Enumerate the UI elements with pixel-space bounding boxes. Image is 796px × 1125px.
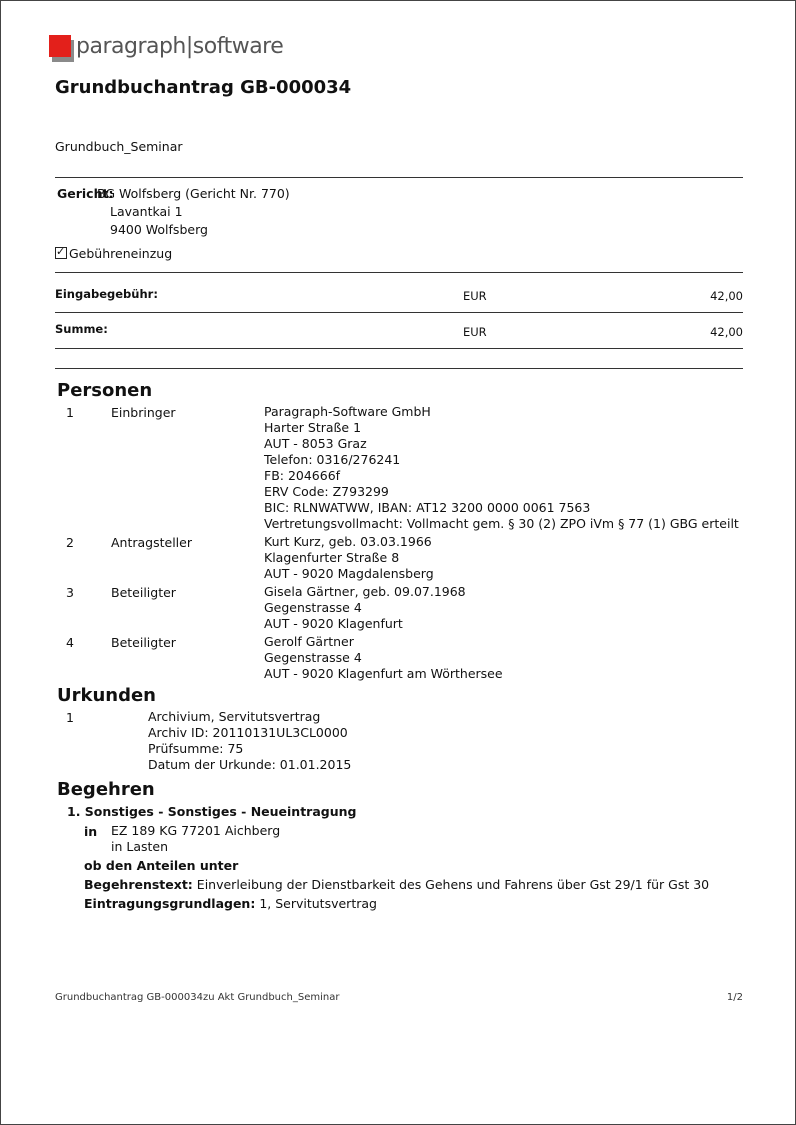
begehren-anteile: ob den Anteilen unter: [84, 858, 239, 873]
divider: [55, 348, 743, 349]
person-line: Gisela Gärtner, geb. 09.07.1968: [264, 584, 466, 599]
logo-text: paragraph|software: [76, 34, 284, 59]
person-line: Telefon: 0316/276241: [264, 452, 401, 467]
gericht-address: [97, 186, 290, 238]
person-line: Kurt Kurz, geb. 03.03.1966: [264, 534, 432, 549]
begehren-text-label: Begehrenstext:: [84, 877, 193, 892]
section-heading-urkunden: Urkunden: [57, 685, 156, 706]
person-role: Beteiligter: [111, 585, 176, 600]
urkunde-line: Datum der Urkunde: 01.01.2015: [148, 757, 352, 772]
person-nr: 4: [66, 635, 74, 650]
person-line: Harter Straße 1: [264, 420, 362, 435]
begehren-item-title: 1. Sonstiges - Sonstiges - Neueintragung: [67, 804, 357, 819]
person-line: Gegenstrasse 4: [264, 600, 362, 615]
person-nr: 1: [66, 405, 74, 420]
gebuehreneinzug-checkbox[interactable]: [55, 247, 67, 259]
person-line: Gerolf Gärtner: [264, 634, 354, 649]
person-details: [264, 534, 434, 582]
person-line: Paragraph-Software GmbH: [264, 404, 431, 419]
divider: [55, 368, 743, 369]
footer-left: Grundbuchantrag GB-000034zu Akt Grundbuch_Seminar: [55, 992, 340, 1003]
section-heading-begehren: Begehren: [57, 779, 155, 800]
begehren-text-value: Einverleibung der Dienstbarkeit des Gehens und Fahrens über Gst 29/1 für Gst 30: [196, 877, 710, 892]
fee-label: Eingabegebühr:: [55, 287, 158, 301]
gericht-line: Lavantkai 1: [110, 204, 183, 219]
person-line: FB: 204666f: [264, 468, 341, 483]
urkunde-nr: 1: [66, 710, 74, 725]
person-role: Beteiligter: [111, 635, 176, 650]
person-nr: 2: [66, 535, 74, 550]
sum-label: Summe:: [55, 322, 108, 336]
sum-currency: EUR: [463, 325, 487, 339]
begehren-in-label: in: [84, 824, 98, 839]
person-details: [264, 634, 503, 682]
footer-page-number: 1/2: [726, 992, 743, 1003]
person-line: AUT - 9020 Magdalensberg: [264, 566, 434, 581]
begehren-in-details: [111, 823, 280, 855]
urkunde-details: [148, 709, 351, 773]
logo-mark-red: [49, 35, 71, 57]
begehren-in-line: in Lasten: [111, 839, 169, 854]
gericht-line: BG Wolfsberg (Gericht Nr. 770): [97, 186, 290, 201]
person-line: BIC: RLNWATWW, IBAN: AT12 3200 0000 0061 7563: [264, 500, 591, 515]
begehren-in-line: EZ 189 KG 77201 Aichberg: [111, 823, 281, 838]
divider: [55, 177, 743, 178]
person-nr: 3: [66, 585, 74, 600]
gericht-label: Gericht:: [57, 186, 114, 201]
urkunde-line: Prüfsumme: 75: [148, 741, 244, 756]
section-heading-personen: Personen: [57, 380, 153, 401]
person-line: AUT - 9020 Klagenfurt: [264, 616, 403, 631]
person-line: AUT - 9020 Klagenfurt am Wörthersee: [264, 666, 503, 681]
begehren-text-row: [84, 877, 709, 893]
person-line: Klagenfurter Straße 8: [264, 550, 400, 565]
gebuehreneinzug-row: [55, 246, 172, 262]
person-line: Vertretungsvollmacht: Vollmacht gem. § 30 (2) ZPO iVm § 77 (1) GBG erteilt: [264, 516, 739, 531]
begehren-grundlagen-row: [84, 896, 377, 912]
person-line: ERV Code: Z793299: [264, 484, 389, 499]
begehren-grundlagen-value: 1, Servitutsvertrag: [259, 896, 377, 911]
fee-amount: 42,00: [710, 289, 743, 303]
gebuehreneinzug-label: Gebühreneinzug: [69, 246, 173, 261]
person-details: [264, 584, 466, 632]
sum-amount: 42,00: [710, 325, 743, 339]
urkunde-line: Archivium, Servitutsvertrag: [148, 709, 321, 724]
gericht-line: 9400 Wolfsberg: [110, 222, 208, 237]
company-logo: [49, 35, 309, 63]
person-role: Antragsteller: [111, 535, 192, 550]
person-role: Einbringer: [111, 405, 176, 420]
divider: [55, 272, 743, 273]
begehren-grundlagen-label: Eintragungsgrundlagen:: [84, 896, 256, 911]
page-title: Grundbuchantrag GB-000034: [55, 77, 352, 98]
fee-currency: EUR: [463, 289, 487, 303]
person-line: Gegenstrasse 4: [264, 650, 362, 665]
subtitle: Grundbuch_Seminar: [55, 139, 183, 154]
person-line: AUT - 8053 Graz: [264, 436, 367, 451]
divider: [55, 312, 743, 313]
person-details: [264, 404, 739, 532]
urkunde-line: Archiv ID: 20110131UL3CL0000: [148, 725, 348, 740]
